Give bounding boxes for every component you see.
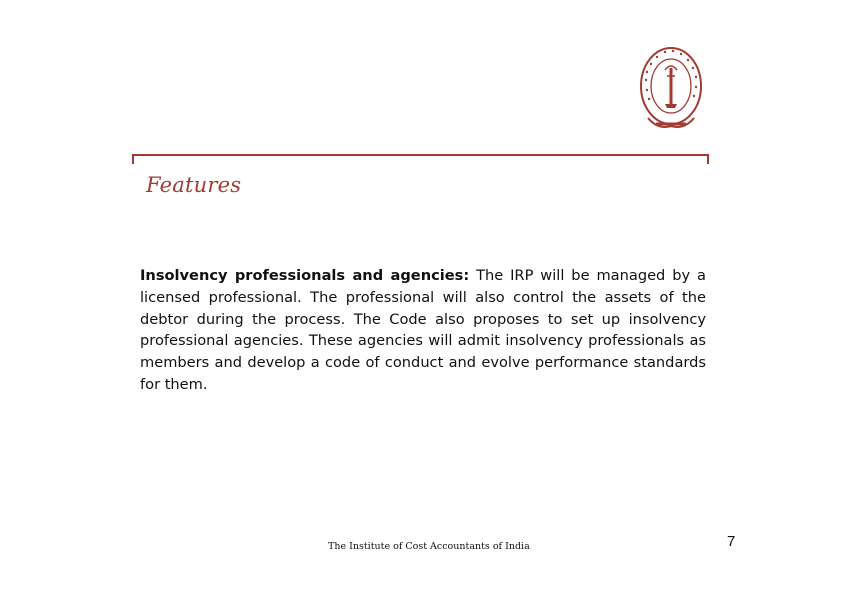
- institute-logo: [638, 46, 704, 136]
- slide-title: Features: [146, 173, 242, 197]
- body-lead: Insolvency professionals and agencies:: [140, 267, 470, 284]
- body-text: The IRP will be managed by a licensed professional. The professional will also control the assets of the debtor during the process. The Code also proposes to set up insolvency professional agencies. These agencies will admit insolvency professionals as members and develop a code of conduct and evolve performance standards for them.: [140, 267, 706, 393]
- footer-text: The Institute of Cost Accountants of India: [328, 541, 530, 552]
- page-number: 7: [727, 533, 736, 550]
- slide-body: [140, 265, 706, 396]
- institute-seal-icon: [638, 46, 704, 136]
- title-rule: [132, 154, 709, 164]
